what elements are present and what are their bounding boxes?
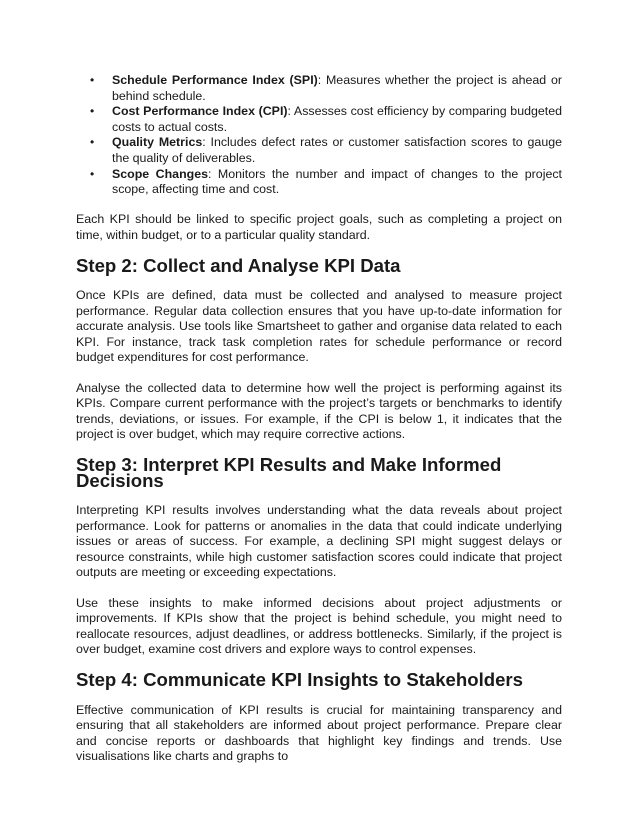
bullet-text: : Monitors the number and impact of changes to the project scope, affecting time and cost. bbox=[112, 166, 562, 197]
step3-paragraph-2: Use these insights to make informed decisions about project adjustments or improvements. If KPIs show that the project is behind schedule, you might need to reallocate resources, adjust deadlines, or address bottlenecks. Similarly, if the project is over budget, examine cost drivers and explore ways to control expenses. bbox=[76, 595, 562, 657]
bullet-icon: • bbox=[90, 166, 95, 181]
list-item bbox=[76, 104, 562, 135]
bullet-icon: • bbox=[90, 73, 95, 87]
kpi-bullet-list bbox=[76, 73, 562, 198]
list-item bbox=[76, 135, 562, 166]
bullet-text: : Measures whether the project is ahead or behind schedule. bbox=[112, 73, 562, 103]
paragraph-kpi-goals: Each KPI should be linked to specific project goals, such as completing a project on time, within budget, or to a particular quality standard. bbox=[76, 212, 562, 242]
bullet-icon: • bbox=[90, 135, 95, 150]
step2-paragraph-1: Once KPIs are defined, data must be collected and analysed to measure project performance. Regular data collection ensures that you have up-to-date information for accurate analysis. Use tools like Smartsheet to gather and organise data related to each KPI. For instance, track task completion rates for schedule performance or record budget expenditures for cost performance. bbox=[76, 288, 562, 365]
step2-paragraph-2: Analyse the collected data to determine how well the project is performing against its KPIs. Compare current performance with the project’s targets or benchmarks to identify trends, deviations, or issues. For example, if the CPI is below 1, it indicates that the project is over budget, which may require corrective actions. bbox=[76, 380, 562, 442]
bullet-text: : Includes defect rates or customer satisfaction scores to gauge the quality of deliverables. bbox=[112, 135, 562, 165]
bullet-icon: • bbox=[90, 104, 95, 119]
bullet-text: : Assesses cost efficiency by comparing budgeted costs to actual costs. bbox=[112, 104, 562, 134]
step4-paragraph-1: Effective communication of KPI results is crucial for maintaining transparency and ensuring that all stakeholders are informed about project performance. Prepare clear and concise reports or dashboards that highlight key findings and trends. Use visualisations like charts and graphs to bbox=[76, 702, 562, 764]
document-page bbox=[76, 73, 562, 765]
step4-heading: Step 4: Communicate KPI Insights to Stakeholders bbox=[76, 669, 523, 691]
bullet-term: Scope Changes bbox=[112, 166, 208, 181]
list-item bbox=[76, 73, 562, 104]
list-item bbox=[76, 167, 562, 198]
bullet-term: Quality Metrics bbox=[112, 135, 203, 150]
step3-paragraph-1: Interpreting KPI results involves understanding what the data reveals about project performance. Look for patterns or anomalies in the data that could indicate underlying issues or areas of success. For example, a declining SPI might suggest delays or resource constraints, while high customer satisfaction scores could indicate that project outputs are meeting or exceeding expectations. bbox=[76, 503, 562, 580]
bullet-term: Schedule Performance Index (SPI) bbox=[112, 73, 318, 87]
step2-heading: Step 2: Collect and Analyse KPI Data bbox=[76, 254, 401, 276]
step3-heading: Step 3: Interpret KPI Results and Make Informed Decisions bbox=[76, 454, 502, 491]
bullet-term: Cost Performance Index (CPI) bbox=[112, 104, 288, 119]
